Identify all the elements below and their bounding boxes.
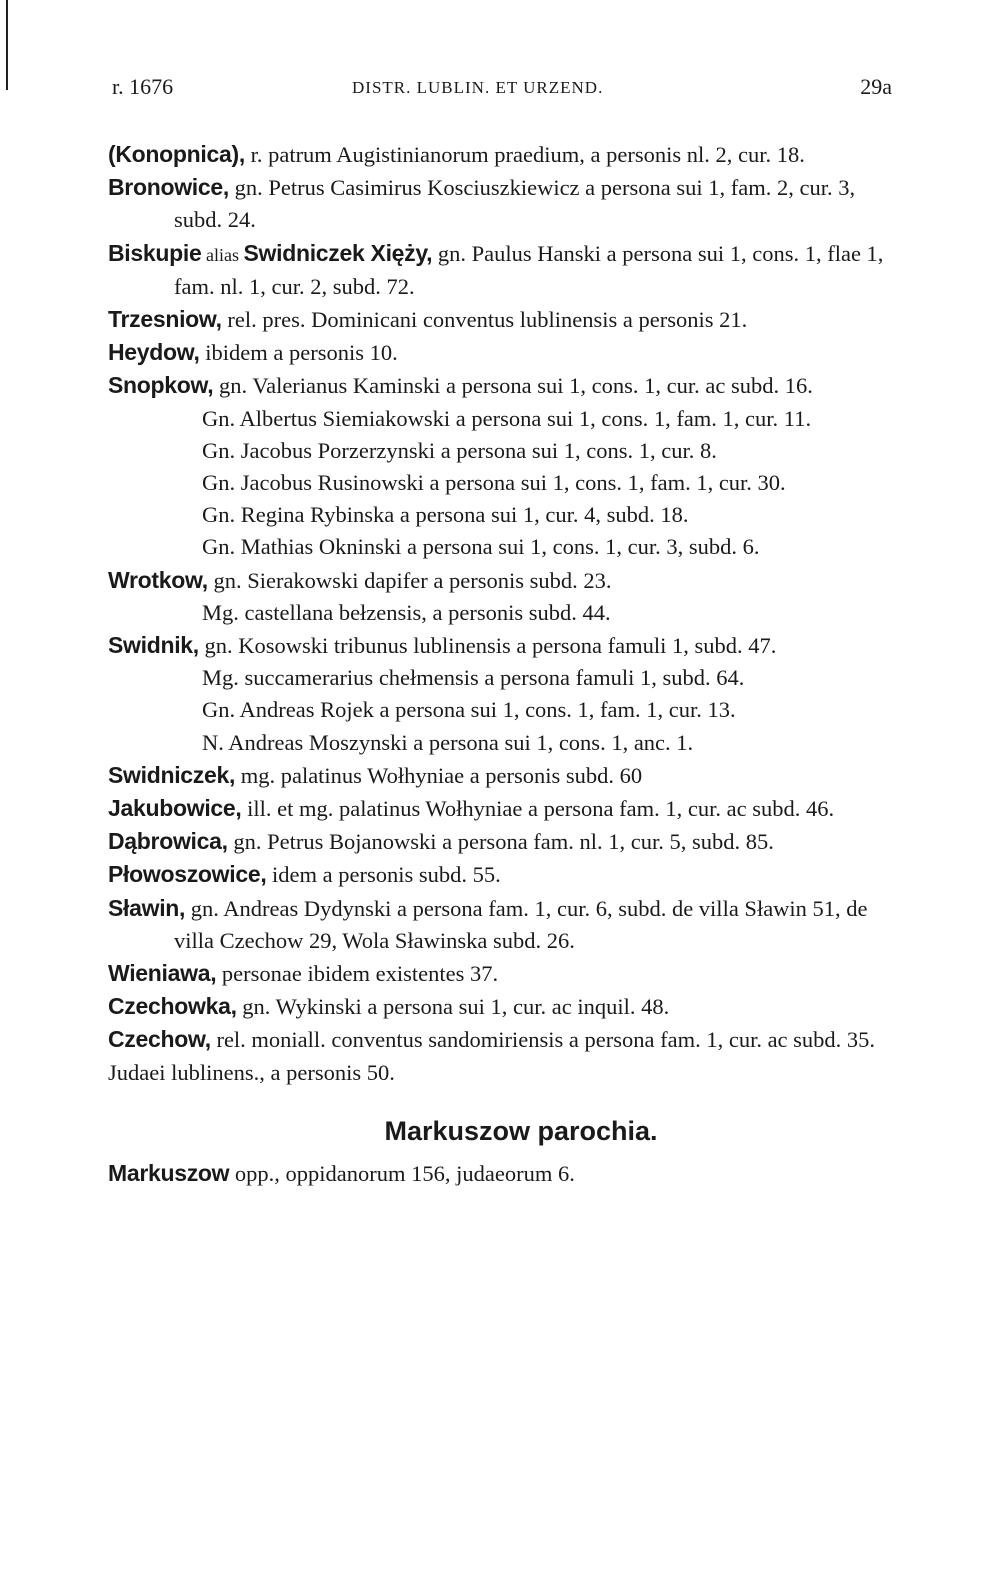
entry-snopkow-sub-1: Gn. Albertus Siemiakowski a persona sui 1, cons. 1, fam. 1, cur. 11.	[202, 405, 812, 431]
scan-edge-mark	[6, 0, 8, 90]
entry-plowoszowice: Płowoszowice, idem a personis subd. 55.	[108, 861, 501, 888]
entry-trzesniow: Trzesniow, rel. pres. Dominicani conventus lublinensis a personis 21.	[108, 306, 748, 333]
entry-biskupie: Biskupie alias Swidniczek Xięży, gn. Paulus Hanski a persona sui 1, cons. 1, flae 1, fam. nl. 1, cur. 2, subd. 72.	[108, 239, 884, 299]
entry-dabrowica: Dąbrowica, gn. Petrus Bojanowski a persona fam. nl. 1, cur. 5, subd. 85.	[108, 828, 774, 855]
entry-konopnica: (Konopnica), r. patrum Augistinianorum praedium, a personis nl. 2, cur. 18.	[108, 141, 805, 167]
entry-swidnik-sub-1: Mg. succamerarius chełmensis a persona famuli 1, subd. 64.	[202, 665, 745, 691]
entry-swidnik-sub-3: N. Andreas Moszynski a persona sui 1, cons. 1, anc. 1.	[202, 729, 694, 755]
entry-bronowice: Bronowice, gn. Petrus Casimirus Kosciuszkiewicz a persona sui 1, fam. 2, cur. 3, subd. 24.	[108, 174, 856, 233]
entry-judaei: Judaei lublinens., a personis 50.	[108, 1059, 395, 1085]
entry-swidnik: Swidnik, gn. Kosowski tribunus lublinensis a persona famuli 1, subd. 47.	[108, 632, 777, 659]
entry-wrotkow-sub-1: Mg. castellana bełzensis, a personis subd. 44.	[202, 599, 611, 625]
entry-snopkow-sub-3: Gn. Jacobus Rusinowski a persona sui 1, cons. 1, fam. 1, cur. 30.	[202, 470, 786, 496]
entry-swidnik-sub-2: Gn. Andreas Rojek a persona sui 1, cons. 1, fam. 1, cur. 13.	[202, 697, 736, 723]
entry-snopkow: Snopkow, gn. Valerianus Kaminski a persona sui 1, cons. 1, cur. ac subd. 16.	[108, 372, 813, 399]
entry-swidniczek: Swidniczek, mg. palatinus Wołhyniae a personis subd. 60	[108, 761, 643, 788]
entry-slawin: Sławin, gn. Andreas Dydynski a persona fam. 1, cur. 6, subd. de villa Sławin 51, de villa Czechow 29, Wola Sławinska subd. 26.	[108, 894, 868, 953]
entry-jakubowice: Jakubowice, ill. et mg. palatinus Wołhyniae a persona fam. 1, cur. ac subd. 46.	[108, 795, 835, 822]
entry-snopkow-sub-4: Gn. Regina Rybinska a persona sui 1, cur. 4, subd. 18.	[202, 502, 689, 528]
header-page-number: 29a	[860, 74, 892, 99]
entry-snopkow-sub-2: Gn. Jacobus Porzerzynski a persona sui 1, cons. 1, cur. 8.	[202, 437, 717, 463]
entry-czechow: Czechow, rel. moniall. conventus sandomiriensis a persona fam. 1, cur. ac subd. 35.	[108, 1026, 876, 1053]
entry-czechowka: Czechowka, gn. Wykinski a persona sui 1, cur. ac inquil. 48.	[108, 993, 670, 1020]
page-header	[112, 74, 892, 114]
header-year: r. 1676	[112, 74, 174, 99]
entry-markuszow: Markuszow opp., oppidanorum 156, judaeorum 6.	[108, 1160, 575, 1187]
entry-wrotkow: Wrotkow, gn. Sierakowski dapifer a personis subd. 23.	[108, 566, 612, 593]
entry-snopkow-sub-5: Gn. Mathias Okninski a persona sui 1, cons. 1, cur. 3, subd. 6.	[202, 534, 760, 560]
entry-heydow: Heydow, ibidem a personis 10.	[108, 339, 398, 366]
header-title: DISTR. LUBLIN. ET URZEND.	[352, 78, 604, 97]
entry-wieniawa: Wieniawa, personae ibidem existentes 37.	[108, 960, 499, 987]
page-body	[108, 138, 894, 1190]
section-title: Markuszow parochia.	[384, 1115, 658, 1146]
